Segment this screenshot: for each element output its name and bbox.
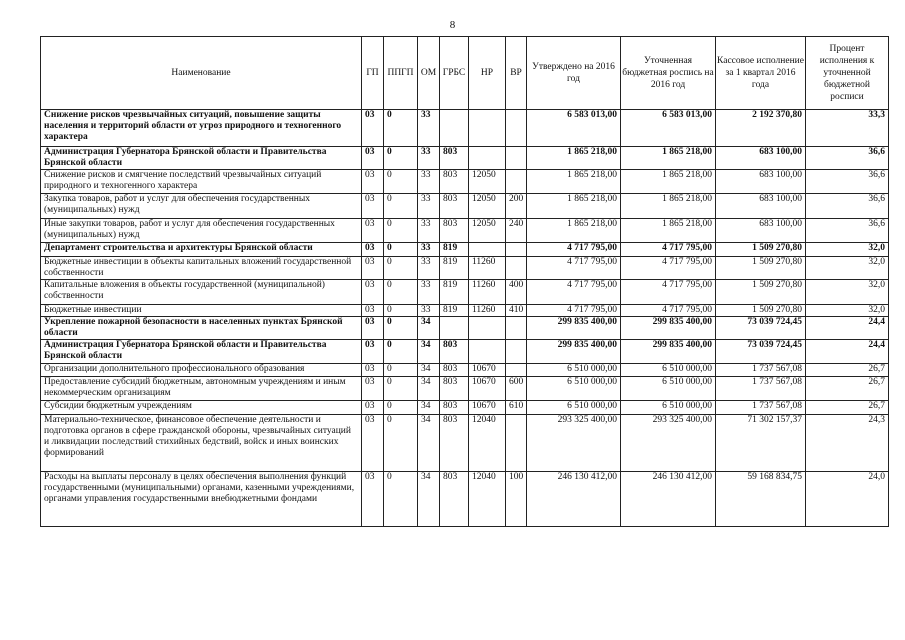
row-cash: 73 039 724,45 bbox=[716, 340, 806, 364]
row-nr: 10670 bbox=[469, 377, 506, 401]
row-gp: 03 bbox=[362, 317, 384, 340]
row-refined: 1 865 218,00 bbox=[621, 194, 716, 219]
table-row bbox=[41, 257, 889, 280]
row-grbs: 803 bbox=[440, 340, 469, 364]
header-nr: НР bbox=[469, 37, 506, 110]
row-percent: 36,6 bbox=[806, 194, 889, 219]
row-vr: 240 bbox=[506, 219, 527, 243]
row-cash: 683 100,00 bbox=[716, 147, 806, 170]
row-gp: 03 bbox=[362, 147, 384, 170]
row-grbs: 803 bbox=[440, 364, 469, 377]
row-percent: 24,0 bbox=[806, 472, 889, 527]
row-approved: 293 325 400,00 bbox=[527, 415, 621, 472]
row-name: Бюджетные инвестиции bbox=[41, 305, 362, 317]
row-ppgp: 0 bbox=[384, 194, 418, 219]
row-refined: 4 717 795,00 bbox=[621, 280, 716, 305]
row-percent: 26,7 bbox=[806, 364, 889, 377]
row-approved: 4 717 795,00 bbox=[527, 257, 621, 280]
row-nr: 11260 bbox=[469, 280, 506, 305]
row-ppgp: 0 bbox=[384, 340, 418, 364]
row-cash: 1 509 270,80 bbox=[716, 280, 806, 305]
row-grbs: 803 bbox=[440, 401, 469, 415]
table-header-row bbox=[41, 37, 889, 110]
row-nr: 10670 bbox=[469, 364, 506, 377]
table-row bbox=[41, 194, 889, 219]
row-ppgp: 0 bbox=[384, 415, 418, 472]
row-name: Снижение рисков и смягчение последствий чрезвычайных ситуаций природного и техногенного характера bbox=[41, 170, 362, 194]
row-nr bbox=[469, 317, 506, 340]
row-vr bbox=[506, 340, 527, 364]
row-ppgp: 0 bbox=[384, 170, 418, 194]
row-ppgp: 0 bbox=[384, 110, 418, 147]
row-approved: 4 717 795,00 bbox=[527, 280, 621, 305]
row-om: 33 bbox=[418, 257, 440, 280]
row-percent: 24,3 bbox=[806, 415, 889, 472]
row-om: 34 bbox=[418, 317, 440, 340]
row-ppgp: 0 bbox=[384, 305, 418, 317]
row-vr bbox=[506, 364, 527, 377]
row-ppgp: 0 bbox=[384, 280, 418, 305]
row-cash: 1 509 270,80 bbox=[716, 305, 806, 317]
row-nr: 12050 bbox=[469, 219, 506, 243]
row-grbs bbox=[440, 317, 469, 340]
row-percent: 32,0 bbox=[806, 280, 889, 305]
row-om: 33 bbox=[418, 147, 440, 170]
row-cash: 59 168 834,75 bbox=[716, 472, 806, 527]
row-gp: 03 bbox=[362, 257, 384, 280]
row-vr bbox=[506, 110, 527, 147]
row-gp: 03 bbox=[362, 170, 384, 194]
row-gp: 03 bbox=[362, 340, 384, 364]
row-om: 34 bbox=[418, 340, 440, 364]
row-approved: 1 865 218,00 bbox=[527, 170, 621, 194]
row-vr: 400 bbox=[506, 280, 527, 305]
row-name: Субсидии бюджетным учреждениям bbox=[41, 401, 362, 415]
row-name: Закупка товаров, работ и услуг для обеспечения государственных (муниципальных) нужд bbox=[41, 194, 362, 219]
row-refined: 4 717 795,00 bbox=[621, 243, 716, 257]
row-cash: 683 100,00 bbox=[716, 194, 806, 219]
row-cash: 1 737 567,08 bbox=[716, 401, 806, 415]
table-row bbox=[41, 317, 889, 340]
row-refined: 4 717 795,00 bbox=[621, 257, 716, 280]
row-percent: 24,4 bbox=[806, 340, 889, 364]
row-gp: 03 bbox=[362, 243, 384, 257]
row-name: Иные закупки товаров, работ и услуг для обеспечения государственных (муниципальных) нужд bbox=[41, 219, 362, 243]
table-row bbox=[41, 219, 889, 243]
row-ppgp: 0 bbox=[384, 219, 418, 243]
row-vr bbox=[506, 257, 527, 280]
row-ppgp: 0 bbox=[384, 147, 418, 170]
row-name: Администрация Губернатора Брянской области и Правительства Брянской области bbox=[41, 340, 362, 364]
header-approved: Утверждено на 2016 год bbox=[527, 37, 621, 110]
row-approved: 299 835 400,00 bbox=[527, 317, 621, 340]
table-row bbox=[41, 147, 889, 170]
row-cash: 1 509 270,80 bbox=[716, 243, 806, 257]
table-row bbox=[41, 401, 889, 415]
row-om: 33 bbox=[418, 110, 440, 147]
row-percent: 36,6 bbox=[806, 147, 889, 170]
row-nr: 11260 bbox=[469, 305, 506, 317]
row-approved: 1 865 218,00 bbox=[527, 147, 621, 170]
row-cash: 683 100,00 bbox=[716, 219, 806, 243]
row-name: Организации дополнительного профессионального образования bbox=[41, 364, 362, 377]
row-name: Укрепление пожарной безопасности в населенных пунктах Брянской области bbox=[41, 317, 362, 340]
row-nr: 12050 bbox=[469, 170, 506, 194]
row-om: 33 bbox=[418, 194, 440, 219]
header-refined: Уточненная бюджетная роспись на 2016 год bbox=[621, 37, 716, 110]
row-vr: 410 bbox=[506, 305, 527, 317]
row-approved: 4 717 795,00 bbox=[527, 243, 621, 257]
table-body bbox=[41, 110, 889, 527]
row-vr: 600 bbox=[506, 377, 527, 401]
row-grbs: 803 bbox=[440, 170, 469, 194]
row-refined: 299 835 400,00 bbox=[621, 340, 716, 364]
row-name: Бюджетные инвестиции в объекты капитальных вложений государственной собственности bbox=[41, 257, 362, 280]
row-refined: 4 717 795,00 bbox=[621, 305, 716, 317]
row-om: 33 bbox=[418, 219, 440, 243]
header-percent: Процент исполнения к уточненной бюджетной росписи bbox=[806, 37, 889, 110]
row-nr: 12040 bbox=[469, 472, 506, 527]
row-refined: 1 865 218,00 bbox=[621, 170, 716, 194]
row-approved: 4 717 795,00 bbox=[527, 305, 621, 317]
row-nr bbox=[469, 147, 506, 170]
row-approved: 6 583 013,00 bbox=[527, 110, 621, 147]
row-approved: 6 510 000,00 bbox=[527, 377, 621, 401]
table-row bbox=[41, 280, 889, 305]
row-ppgp: 0 bbox=[384, 401, 418, 415]
row-name: Снижение рисков чрезвычайных ситуаций, повышение защиты населения и территорий области от угроз природного и техногенного характера bbox=[41, 110, 362, 147]
header-gp: ГП bbox=[362, 37, 384, 110]
row-percent: 24,4 bbox=[806, 317, 889, 340]
page-number: 8 bbox=[449, 19, 456, 31]
row-refined: 6 583 013,00 bbox=[621, 110, 716, 147]
row-name: Департамент строительства и архитектуры Брянской области bbox=[41, 243, 362, 257]
row-om: 33 bbox=[418, 243, 440, 257]
row-om: 33 bbox=[418, 170, 440, 194]
table-row bbox=[41, 472, 889, 527]
row-om: 33 bbox=[418, 305, 440, 317]
row-nr bbox=[469, 243, 506, 257]
row-ppgp: 0 bbox=[384, 317, 418, 340]
row-nr: 12050 bbox=[469, 194, 506, 219]
row-vr bbox=[506, 147, 527, 170]
row-cash: 2 192 370,80 bbox=[716, 110, 806, 147]
row-cash: 1 737 567,08 bbox=[716, 364, 806, 377]
header-ppgp: ППГП bbox=[384, 37, 418, 110]
row-refined: 1 865 218,00 bbox=[621, 147, 716, 170]
row-ppgp: 0 bbox=[384, 377, 418, 401]
header-name: Наименование bbox=[41, 37, 362, 110]
row-ppgp: 0 bbox=[384, 364, 418, 377]
row-name: Расходы на выплаты персоналу в целях обеспечения выполнения функций государственными (муниципальными) органами, казенными учреждениями, органами управления государственными внебюджетными фондами bbox=[41, 472, 362, 527]
row-om: 34 bbox=[418, 401, 440, 415]
row-gp: 03 bbox=[362, 110, 384, 147]
row-nr: 12040 bbox=[469, 415, 506, 472]
row-grbs: 803 bbox=[440, 147, 469, 170]
table-row bbox=[41, 364, 889, 377]
row-vr: 610 bbox=[506, 401, 527, 415]
row-grbs: 803 bbox=[440, 194, 469, 219]
row-cash: 683 100,00 bbox=[716, 170, 806, 194]
row-refined: 299 835 400,00 bbox=[621, 317, 716, 340]
row-grbs: 803 bbox=[440, 472, 469, 527]
header-cash: Кассовое исполнение за 1 квартал 2016 года bbox=[716, 37, 806, 110]
row-ppgp: 0 bbox=[384, 257, 418, 280]
row-approved: 6 510 000,00 bbox=[527, 401, 621, 415]
row-approved: 299 835 400,00 bbox=[527, 340, 621, 364]
row-percent: 36,6 bbox=[806, 170, 889, 194]
row-nr: 11260 bbox=[469, 257, 506, 280]
row-refined: 6 510 000,00 bbox=[621, 364, 716, 377]
row-cash: 1 509 270,80 bbox=[716, 257, 806, 280]
row-nr bbox=[469, 340, 506, 364]
row-gp: 03 bbox=[362, 364, 384, 377]
row-percent: 32,0 bbox=[806, 257, 889, 280]
row-cash: 73 039 724,45 bbox=[716, 317, 806, 340]
row-vr bbox=[506, 415, 527, 472]
header-om: ОМ bbox=[418, 37, 440, 110]
table-row bbox=[41, 415, 889, 472]
row-ppgp: 0 bbox=[384, 243, 418, 257]
row-grbs: 819 bbox=[440, 305, 469, 317]
row-grbs: 803 bbox=[440, 377, 469, 401]
row-grbs: 819 bbox=[440, 257, 469, 280]
row-approved: 246 130 412,00 bbox=[527, 472, 621, 527]
row-gp: 03 bbox=[362, 305, 384, 317]
row-name: Администрация Губернатора Брянской области и Правительства Брянской области bbox=[41, 147, 362, 170]
row-om: 34 bbox=[418, 415, 440, 472]
row-refined: 293 325 400,00 bbox=[621, 415, 716, 472]
table-row bbox=[41, 340, 889, 364]
header-grbs: ГРБС bbox=[440, 37, 469, 110]
row-refined: 1 865 218,00 bbox=[621, 219, 716, 243]
row-vr: 200 bbox=[506, 194, 527, 219]
row-om: 34 bbox=[418, 377, 440, 401]
table-row bbox=[41, 377, 889, 401]
header-vr: ВР bbox=[506, 37, 527, 110]
row-grbs bbox=[440, 110, 469, 147]
row-grbs: 803 bbox=[440, 415, 469, 472]
row-gp: 03 bbox=[362, 401, 384, 415]
row-name: Материально-техническое, финансовое обеспечение деятельности и подготовка органов в сфере гражданской обороны, чрезвычайных ситуаций и ликвидации последствий стихийных бедствий, войск и иных воинских формирований bbox=[41, 415, 362, 472]
row-gp: 03 bbox=[362, 415, 384, 472]
row-om: 34 bbox=[418, 472, 440, 527]
row-grbs: 819 bbox=[440, 243, 469, 257]
row-percent: 32,0 bbox=[806, 243, 889, 257]
row-nr: 10670 bbox=[469, 401, 506, 415]
row-percent: 32,0 bbox=[806, 305, 889, 317]
row-vr bbox=[506, 317, 527, 340]
row-ppgp: 0 bbox=[384, 472, 418, 527]
budget-table bbox=[40, 36, 889, 527]
row-percent: 36,6 bbox=[806, 219, 889, 243]
row-gp: 03 bbox=[362, 472, 384, 527]
row-om: 33 bbox=[418, 280, 440, 305]
row-gp: 03 bbox=[362, 194, 384, 219]
row-gp: 03 bbox=[362, 219, 384, 243]
table-row bbox=[41, 110, 889, 147]
row-approved: 1 865 218,00 bbox=[527, 194, 621, 219]
row-nr bbox=[469, 110, 506, 147]
row-cash: 1 737 567,08 bbox=[716, 377, 806, 401]
table-row bbox=[41, 243, 889, 257]
row-vr: 100 bbox=[506, 472, 527, 527]
row-percent: 26,7 bbox=[806, 401, 889, 415]
row-approved: 6 510 000,00 bbox=[527, 364, 621, 377]
row-refined: 246 130 412,00 bbox=[621, 472, 716, 527]
table-row bbox=[41, 170, 889, 194]
row-gp: 03 bbox=[362, 280, 384, 305]
row-name: Капитальные вложения в объекты государственной (муниципальной) собственности bbox=[41, 280, 362, 305]
row-cash: 71 302 157,37 bbox=[716, 415, 806, 472]
row-refined: 6 510 000,00 bbox=[621, 377, 716, 401]
row-grbs: 803 bbox=[440, 219, 469, 243]
row-vr bbox=[506, 243, 527, 257]
row-refined: 6 510 000,00 bbox=[621, 401, 716, 415]
row-name: Предоставление субсидий бюджетным, автономным учреждениям и иным некоммерческим организациям bbox=[41, 377, 362, 401]
row-grbs: 819 bbox=[440, 280, 469, 305]
row-om: 34 bbox=[418, 364, 440, 377]
row-gp: 03 bbox=[362, 377, 384, 401]
row-percent: 33,3 bbox=[806, 110, 889, 147]
row-approved: 1 865 218,00 bbox=[527, 219, 621, 243]
row-vr bbox=[506, 170, 527, 194]
table-row bbox=[41, 305, 889, 317]
row-percent: 26,7 bbox=[806, 377, 889, 401]
